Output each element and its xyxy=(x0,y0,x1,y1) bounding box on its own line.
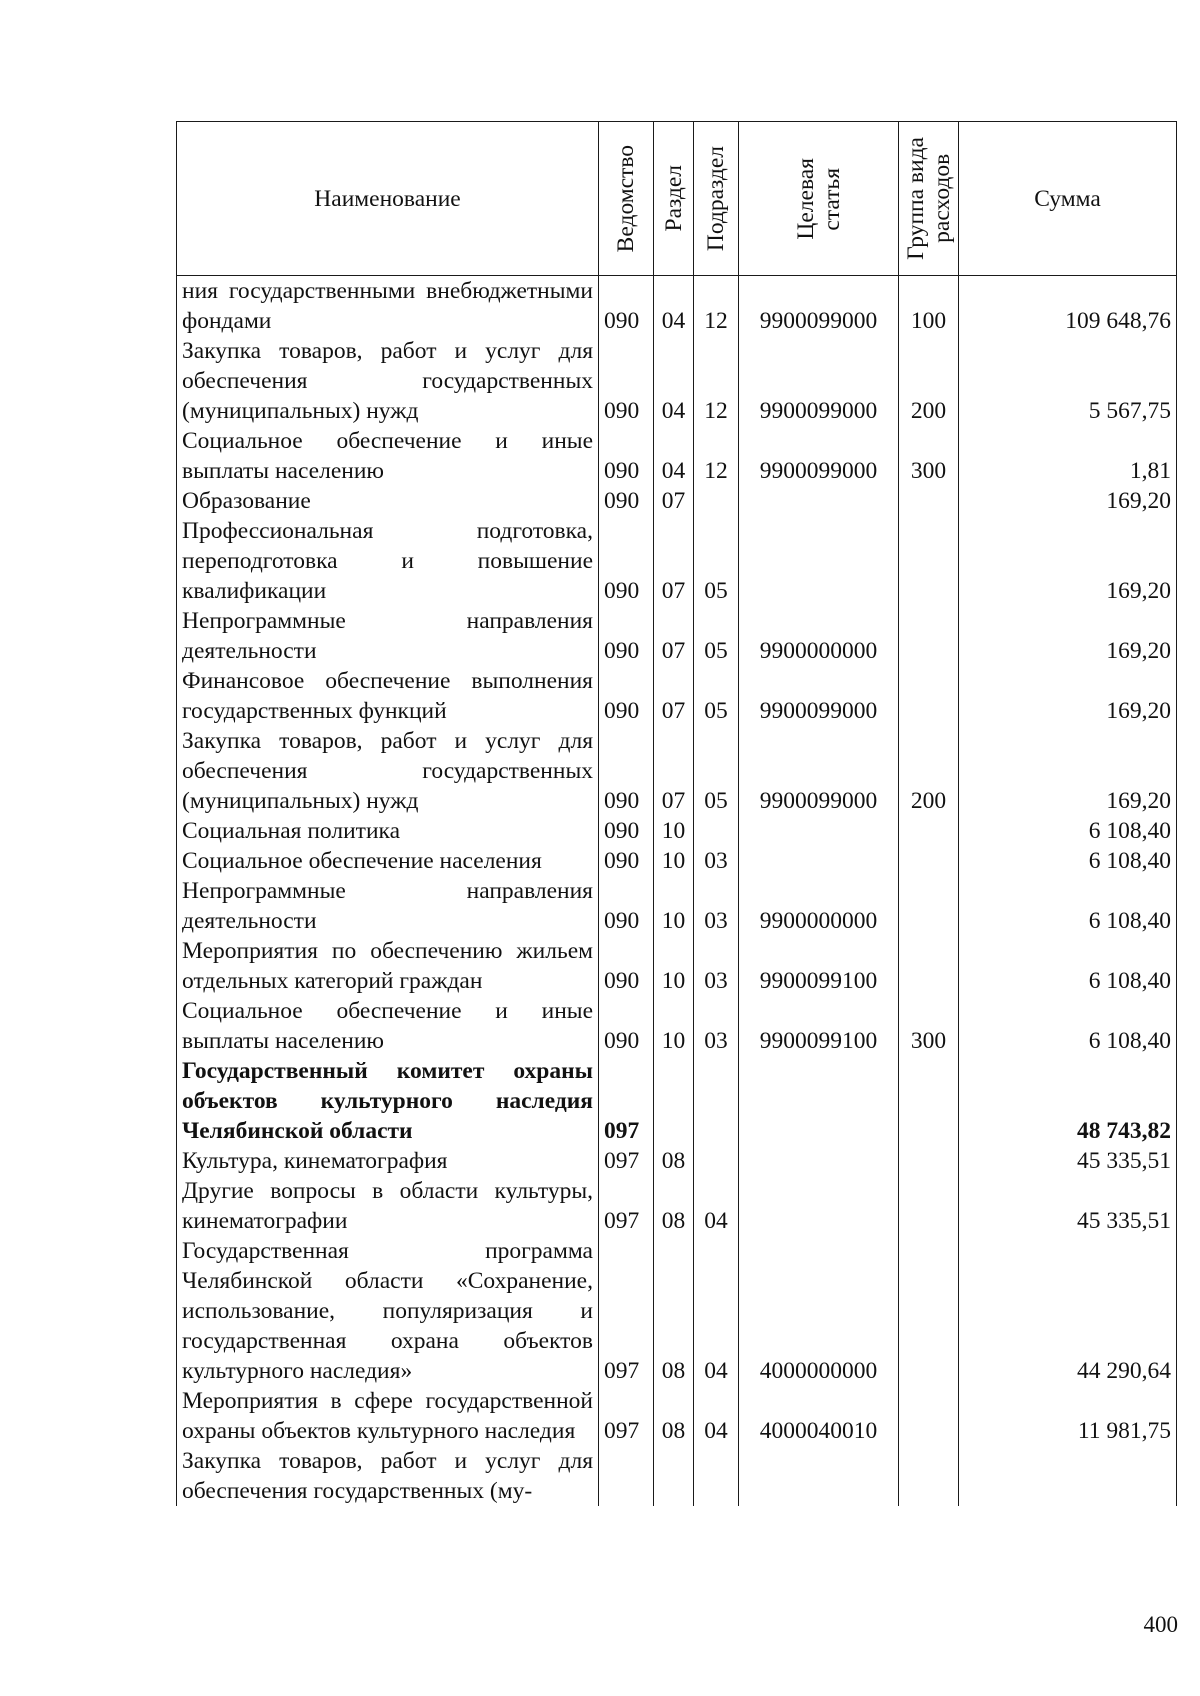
cell-name: Социальное обеспечение и иные выплаты населению xyxy=(177,426,599,486)
cell-expense-group: 300 xyxy=(899,426,959,486)
cell-target-article: 9900099100 xyxy=(739,996,899,1056)
cell-section: 10 xyxy=(654,996,694,1056)
cell-name: Социальное обеспечение и иные выплаты населению xyxy=(177,996,599,1056)
cell-subsection: 05 xyxy=(694,726,739,816)
cell-target-article: 9900099000 xyxy=(739,426,899,486)
cell-amount: 169,20 xyxy=(959,516,1177,606)
cell-name: Социальное обеспечение населения xyxy=(177,846,599,876)
header-target-article-label: Целевая статья xyxy=(792,157,845,240)
cell-department: 097 xyxy=(599,1146,654,1176)
cell-department: 090 xyxy=(599,666,654,726)
cell-name: Государственный комитет охраны объектов культурного наследия Челябинской области xyxy=(177,1056,599,1146)
cell-name: Образование xyxy=(177,486,599,516)
cell-subsection: 04 xyxy=(694,1386,739,1446)
cell-department: 090 xyxy=(599,936,654,996)
cell-target-article xyxy=(739,1056,899,1146)
cell-subsection: 12 xyxy=(694,276,739,337)
cell-name: Мероприятия в сфере государственной охраны объектов культурного наследия xyxy=(177,1386,599,1446)
cell-department: 090 xyxy=(599,996,654,1056)
cell-department: 090 xyxy=(599,846,654,876)
cell-expense-group xyxy=(899,1176,959,1236)
header-amount-label: Сумма xyxy=(1034,185,1101,212)
cell-subsection: 12 xyxy=(694,426,739,486)
cell-target-article xyxy=(739,1146,899,1176)
table-row xyxy=(177,276,1177,337)
cell-department: 090 xyxy=(599,426,654,486)
cell-target-article: 9900099000 xyxy=(739,666,899,726)
cell-section: 08 xyxy=(654,1176,694,1236)
cell-target-article: 4000040010 xyxy=(739,1386,899,1446)
cell-section: 07 xyxy=(654,726,694,816)
cell-target-article: 9900099000 xyxy=(739,276,899,337)
cell-target-article: 9900000000 xyxy=(739,876,899,936)
cell-section: 10 xyxy=(654,816,694,846)
header-subsection xyxy=(694,122,739,276)
cell-subsection xyxy=(694,486,739,516)
cell-expense-group: 300 xyxy=(899,996,959,1056)
cell-subsection: 03 xyxy=(694,876,739,936)
table-row xyxy=(177,666,1177,726)
cell-expense-group xyxy=(899,816,959,846)
cell-name: Непрограммные направления деятельности xyxy=(177,876,599,936)
cell-subsection: 04 xyxy=(694,1176,739,1236)
cell-amount: 45 335,51 xyxy=(959,1176,1177,1236)
cell-expense-group xyxy=(899,486,959,516)
table-body xyxy=(177,276,1177,1507)
cell-target-article: 9900000000 xyxy=(739,606,899,666)
cell-expense-group xyxy=(899,936,959,996)
cell-subsection xyxy=(694,1446,739,1506)
header-department xyxy=(599,122,654,276)
cell-subsection xyxy=(694,1146,739,1176)
cell-amount: 169,20 xyxy=(959,486,1177,516)
cell-section xyxy=(654,1056,694,1146)
cell-target-article xyxy=(739,516,899,606)
table-row xyxy=(177,816,1177,846)
cell-amount: 45 335,51 xyxy=(959,1146,1177,1176)
header-expense-group xyxy=(899,122,959,276)
cell-target-article: 9900099100 xyxy=(739,936,899,996)
cell-expense-group xyxy=(899,1236,959,1386)
cell-expense-group: 100 xyxy=(899,276,959,337)
cell-name: Мероприятия по обеспечению жильем отдельных категорий граждан xyxy=(177,936,599,996)
cell-target-article xyxy=(739,816,899,846)
cell-subsection: 05 xyxy=(694,666,739,726)
cell-section: 04 xyxy=(654,336,694,426)
cell-name: Социальная политика xyxy=(177,816,599,846)
cell-subsection: 04 xyxy=(694,1236,739,1386)
table-row xyxy=(177,516,1177,606)
cell-name: Закупка товаров, работ и услуг для обеспечения государственных (му- xyxy=(177,1446,599,1506)
cell-department: 097 xyxy=(599,1176,654,1236)
cell-subsection xyxy=(694,1056,739,1146)
cell-section: 07 xyxy=(654,486,694,516)
cell-expense-group xyxy=(899,1446,959,1506)
cell-expense-group xyxy=(899,1146,959,1176)
cell-subsection: 03 xyxy=(694,846,739,876)
cell-expense-group: 200 xyxy=(899,726,959,816)
budget-table-sheet xyxy=(176,121,1176,1589)
cell-section: 10 xyxy=(654,876,694,936)
cell-amount: 6 108,40 xyxy=(959,846,1177,876)
cell-section: 04 xyxy=(654,276,694,337)
cell-department: 097 xyxy=(599,1056,654,1146)
cell-target-article: 9900099000 xyxy=(739,336,899,426)
cell-amount: 109 648,76 xyxy=(959,276,1177,337)
cell-target-article xyxy=(739,1446,899,1506)
budget-table xyxy=(176,121,1177,1506)
cell-section: 07 xyxy=(654,666,694,726)
cell-amount: 44 290,64 xyxy=(959,1236,1177,1386)
cell-section: 07 xyxy=(654,606,694,666)
cell-expense-group xyxy=(899,876,959,936)
table-row xyxy=(177,846,1177,876)
table-row xyxy=(177,996,1177,1056)
cell-expense-group xyxy=(899,1056,959,1146)
cell-department: 090 xyxy=(599,486,654,516)
header-subsection-label: Подраздел xyxy=(703,145,729,252)
cell-amount: 6 108,40 xyxy=(959,996,1177,1056)
cell-amount: 169,20 xyxy=(959,666,1177,726)
cell-name: Государственная программа Челябинской области «Сохранение, использование, популяризация и государственная охрана объектов культурного наследия» xyxy=(177,1236,599,1386)
cell-expense-group xyxy=(899,1386,959,1446)
cell-target-article xyxy=(739,1176,899,1236)
cell-amount: 11 981,75 xyxy=(959,1386,1177,1446)
table-row xyxy=(177,1236,1177,1386)
cell-department: 090 xyxy=(599,336,654,426)
table-row xyxy=(177,1176,1177,1236)
cell-name: Профессиональная подготовка, переподготовка и повышение квалификации xyxy=(177,516,599,606)
cell-department: 090 xyxy=(599,816,654,846)
cell-amount: 6 108,40 xyxy=(959,936,1177,996)
cell-department: 090 xyxy=(599,726,654,816)
header-expense-group-label: Группа вида расходов xyxy=(902,137,955,260)
cell-section: 10 xyxy=(654,936,694,996)
cell-expense-group xyxy=(899,516,959,606)
cell-name: Непрограммные направления деятельности xyxy=(177,606,599,666)
cell-section: 07 xyxy=(654,516,694,606)
table-row xyxy=(177,1056,1177,1146)
cell-amount: 5 567,75 xyxy=(959,336,1177,426)
cell-expense-group xyxy=(899,606,959,666)
cell-department: 090 xyxy=(599,516,654,606)
cell-name: Культура, кинематография xyxy=(177,1146,599,1176)
cell-amount: 6 108,40 xyxy=(959,816,1177,846)
table-row xyxy=(177,486,1177,516)
cell-department: 090 xyxy=(599,276,654,337)
cell-amount: 169,20 xyxy=(959,606,1177,666)
cell-target-article: 9900099000 xyxy=(739,726,899,816)
cell-amount: 1,81 xyxy=(959,426,1177,486)
cell-name: ния государственными внебюджетными фондами xyxy=(177,276,599,337)
cell-department xyxy=(599,1446,654,1506)
cell-section: 08 xyxy=(654,1146,694,1176)
cell-subsection: 05 xyxy=(694,606,739,666)
cell-department: 097 xyxy=(599,1386,654,1446)
cell-subsection: 03 xyxy=(694,996,739,1056)
header-department-label: Ведомство xyxy=(613,144,639,253)
cell-name: Закупка товаров, работ и услуг для обеспечения государственных (муниципальных) нужд xyxy=(177,336,599,426)
cell-department: 090 xyxy=(599,876,654,936)
cell-expense-group: 200 xyxy=(899,336,959,426)
cell-name: Закупка товаров, работ и услуг для обеспечения государственных (муниципальных) нужд xyxy=(177,726,599,816)
table-row xyxy=(177,1146,1177,1176)
cell-expense-group xyxy=(899,846,959,876)
table-row xyxy=(177,336,1177,426)
page-number: 400 xyxy=(1143,1612,1178,1637)
cell-amount: 169,20 xyxy=(959,726,1177,816)
cell-subsection: 05 xyxy=(694,516,739,606)
table-row xyxy=(177,876,1177,936)
header-name xyxy=(177,122,599,276)
cell-section: 08 xyxy=(654,1236,694,1386)
cell-name: Финансовое обеспечение выполнения государственных функций xyxy=(177,666,599,726)
cell-section xyxy=(654,1446,694,1506)
table-row xyxy=(177,936,1177,996)
cell-expense-group xyxy=(899,666,959,726)
cell-target-article xyxy=(739,486,899,516)
cell-subsection: 03 xyxy=(694,936,739,996)
cell-target-article xyxy=(739,846,899,876)
cell-amount: 6 108,40 xyxy=(959,876,1177,936)
cell-department: 090 xyxy=(599,606,654,666)
table-row xyxy=(177,606,1177,666)
header-section-label: Раздел xyxy=(660,165,687,232)
table-header xyxy=(177,122,1177,276)
header-amount xyxy=(959,122,1177,276)
cell-amount xyxy=(959,1446,1177,1506)
header-section xyxy=(654,122,694,276)
header-target-article xyxy=(739,122,899,276)
table-row xyxy=(177,1386,1177,1446)
cell-name: Другие вопросы в области культуры, кинематографии xyxy=(177,1176,599,1236)
header-name-label: Наименование xyxy=(314,185,461,212)
cell-section: 04 xyxy=(654,426,694,486)
table-row xyxy=(177,726,1177,816)
cell-subsection: 12 xyxy=(694,336,739,426)
cell-section: 08 xyxy=(654,1386,694,1446)
cell-subsection xyxy=(694,816,739,846)
table-row xyxy=(177,426,1177,486)
cell-department: 097 xyxy=(599,1236,654,1386)
cell-target-article: 4000000000 xyxy=(739,1236,899,1386)
cell-amount: 48 743,82 xyxy=(959,1056,1177,1146)
table-row xyxy=(177,1446,1177,1506)
cell-section: 10 xyxy=(654,846,694,876)
